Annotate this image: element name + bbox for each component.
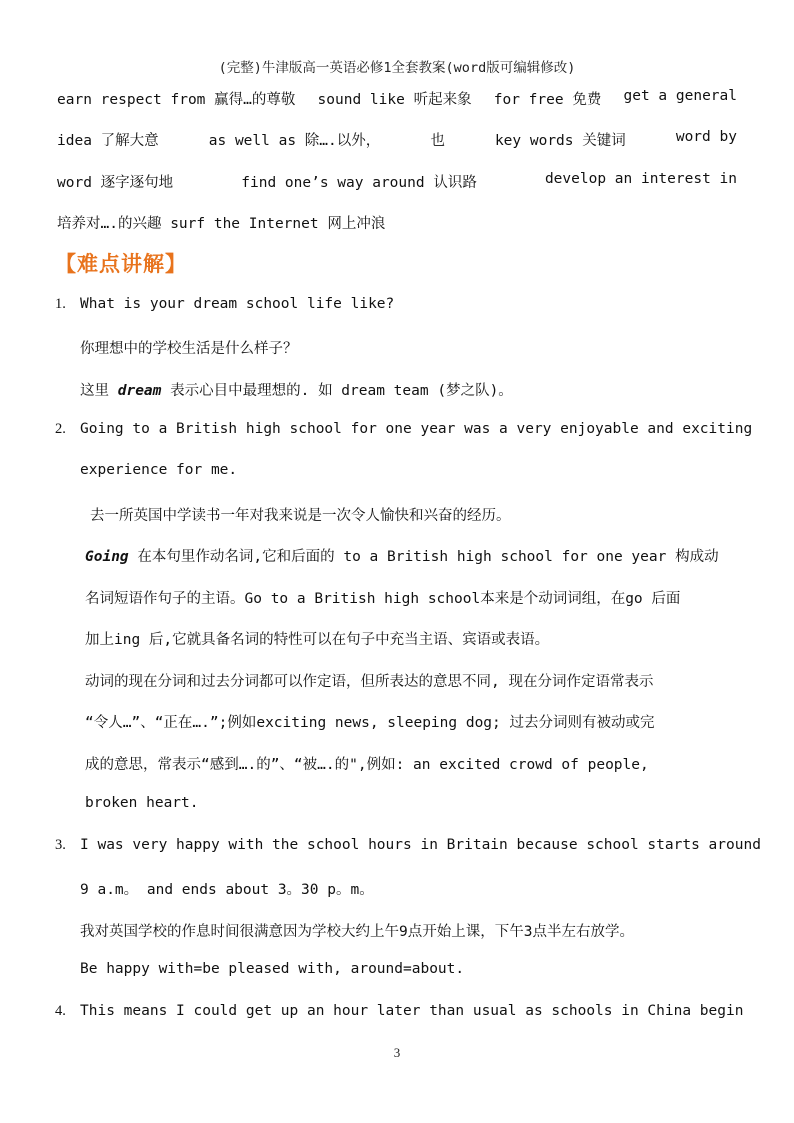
keyword: Going: [85, 549, 129, 565]
item-2-english-line-2: experience for me.: [80, 462, 238, 478]
item-2-participle-line-4: broken heart.: [85, 795, 199, 811]
item-number: 1.: [55, 296, 66, 312]
vocab-line-1: [57, 88, 737, 109]
vocab-phrase: 也: [430, 133, 445, 149]
vocab-phrase: word by: [675, 129, 737, 145]
note-text: 在本句里作动名词,它和后面的 to a British high school for one year 构成动: [128, 549, 719, 565]
item-2-grammar-line-2: 名词短语作句子的主语。Go to a British high school本来是个动词词组，在go 后面: [85, 591, 681, 607]
item-number: 4.: [55, 1003, 66, 1019]
item-3-note: Be happy with=be pleased with, around=about.: [80, 961, 465, 977]
note-text: 这里: [80, 383, 118, 399]
item-2-participle-line-2: “令人…”、“正在….”;例如exciting news, sleeping dog; 过去分词则有被动或完: [85, 715, 655, 731]
vocab-phrase: develop an interest in: [544, 171, 737, 187]
vocab-phrase: earn respect from 赢得…的尊敬: [57, 92, 296, 108]
item-number: 2.: [55, 421, 66, 437]
item-2-participle-line-3: 成的意思，常表示“感到….的”、“被….的",例如: an excited crowd of people,: [85, 757, 649, 773]
vocab-phrase: idea 了解大意: [57, 133, 159, 149]
vocab-phrase: as well as 除….以外，: [208, 133, 381, 149]
item-3-english-line-1: I was very happy with the school hours in Britain because school starts around: [80, 837, 761, 853]
section-title: 【难点讲解】: [55, 252, 187, 276]
item-number: 3.: [55, 837, 66, 853]
vocab-phrase: word 逐字逐句地: [57, 175, 174, 191]
vocab-phrase: sound like 听起来象: [317, 92, 472, 108]
vocab-phrase: for free 免费: [493, 92, 602, 108]
page-number: 3: [393, 1045, 401, 1060]
vocab-phrase: find one’s way around 认识路: [241, 175, 477, 191]
item-1-note: [80, 379, 513, 400]
item-3-translation: 我对英国学校的作息时间很满意因为学校大约上午9点开始上课，下午3点半左右放学。: [80, 924, 634, 940]
vocab-phrase: key words 关键词: [494, 133, 626, 149]
item-2-grammar-line-3: 加上ing 后,它就具备名词的特性可以在句子中充当主语、宾语或表语。: [85, 632, 550, 648]
item-3-english-line-2: 9 a.m。 and ends about 3。30 p。m。: [80, 882, 374, 898]
document-header: (完整)牛津版高一英语必修1全套教案(word版可编辑修改): [218, 60, 576, 76]
item-2-grammar-line-1: [85, 545, 719, 566]
item-2-participle-line-1: 动词的现在分词和过去分词都可以作定语，但所表达的意思不同, 现在分词作定语常表示: [85, 674, 654, 690]
vocab-phrase: get a general: [623, 88, 737, 104]
vocab-line-4: 培养对….的兴趣 surf the Internet 网上冲浪: [57, 216, 386, 232]
item-2-english-line-1: Going to a British high school for one year was a very enjoyable and exciting: [80, 421, 753, 437]
vocab-line-3: [57, 171, 737, 192]
item-1-english: What is your dream school life like?: [80, 296, 395, 312]
vocab-line-2: [57, 129, 737, 150]
item-4-english-line-1: This means I could get up an hour later than usual as schools in China begin: [80, 1003, 744, 1019]
note-text: 表示心目中最理想的. 如 dream team (梦之队)。: [161, 383, 513, 399]
keyword: dream: [117, 383, 162, 399]
item-1-translation: 你理想中的学校生活是什么样子？: [80, 341, 298, 357]
item-2-translation: 去一所英国中学读书一年对我来说是一次令人愉快和兴奋的经历。: [90, 508, 511, 524]
